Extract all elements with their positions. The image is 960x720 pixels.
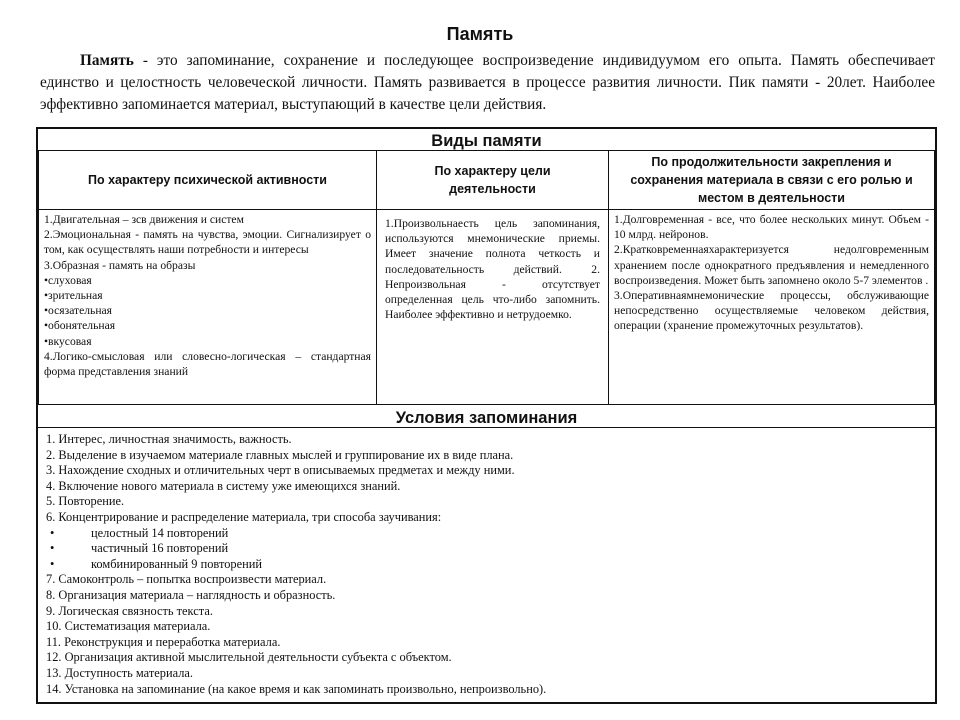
list-item: 5. Повторение. bbox=[46, 494, 125, 509]
list-item: 2. Выделение в изучаемом материале главных мыслей и группирование их в виде плана. bbox=[46, 447, 514, 462]
list-item: 3. Нахождение сходных и отличительных черт в описываемых предметах и между ними. bbox=[46, 463, 515, 478]
list-item: 1.Долговременная - все, что более нескольких минут. Объем - 10 млрд. нейронов. bbox=[614, 213, 929, 242]
list-item: 11. Реконструкция и переработка материала. bbox=[46, 634, 281, 649]
list-item: •слуховая bbox=[44, 273, 92, 287]
list-item: 13. Доступность материала. bbox=[46, 665, 193, 680]
list-item: •зрительная bbox=[44, 289, 103, 303]
list-item: 1. Интерес, личностная значимость, важность. bbox=[46, 432, 292, 446]
list-item: 4. Включение нового материала в систему уже имеющихся знаний. bbox=[46, 478, 401, 493]
list-item: 12. Организация активной мыслительной деятельности субъекта с объектом. bbox=[46, 650, 452, 665]
list-item: • целостный 14 повторений bbox=[46, 526, 927, 542]
conditions-list bbox=[38, 427, 935, 702]
list-item: 1.Двигательная – зсв движения и систем bbox=[44, 213, 244, 226]
list-item: 1.Произвольнаесть цель запоминания, используются мнемонические приемы. Имеет значение полнота четкость и последовательность действий. 2. Непроизвольная - отсутствует определенная цель что-либо запомнить. Наиболее эффективно и нетрудоемко. bbox=[385, 217, 600, 322]
page-title: Память bbox=[446, 24, 514, 44]
list-item: 9. Логическая связность текста. bbox=[46, 603, 213, 618]
conditions-header: Условия запоминания bbox=[395, 409, 578, 427]
list-item: • комбинированный 9 повторений bbox=[46, 557, 927, 573]
types-header: Виды памяти bbox=[431, 132, 542, 150]
col1-body bbox=[38, 209, 377, 405]
list-item: 3.Оперативнаямнемонические процессы, обслуживающие непосредственно осуществляемые человеком действия, операции (хранение промежуточных результатов). bbox=[614, 289, 929, 333]
list-item: 10. Систематизация материала. bbox=[46, 619, 211, 634]
intro-term: Память bbox=[80, 52, 134, 69]
list-item: • частичный 16 повторений bbox=[46, 541, 927, 557]
col2-heading: По характеру цели деятельности bbox=[376, 150, 609, 210]
list-item: 3.Образная - память на образы bbox=[44, 258, 196, 272]
list-item: 7. Самоконтроль – попытка воспроизвести материал. bbox=[46, 572, 327, 587]
col2-body bbox=[376, 209, 609, 405]
col1-heading: По характеру психической активности bbox=[38, 150, 377, 210]
list-item: 4.Логико-смысловая или словесно-логическая – стандартная форма представления знаний bbox=[44, 349, 371, 379]
memory-table bbox=[36, 127, 937, 704]
list-item: 6. Концентрирование и распределение материала, три способа заучивания: bbox=[46, 509, 442, 524]
list-item: 2.Кратковременнаяхарактеризуется недолговременным хранением после однократного предъявления и немедленного воспроизведения. Может быть запомнено около 5-7 элементов . bbox=[614, 243, 929, 287]
list-item: 2.Эмоциональная - память на чувства, эмоции. Сигнализирует о том, как осуществлять наши потребности и интересы bbox=[44, 228, 371, 257]
list-item: •обонятельная bbox=[44, 319, 116, 333]
list-item: 8. Организация материала – наглядность и образность. bbox=[46, 587, 336, 602]
col3-heading: По продолжительности закрепления и сохранения материала в связи с его ролью и местом в деятельности bbox=[608, 150, 935, 210]
list-item: 14. Установка на запоминание (на какое время и как запоминать произвольно, непроизвольно). bbox=[46, 681, 547, 696]
col3-body bbox=[608, 209, 935, 405]
list-item: •вкусовая bbox=[44, 334, 92, 348]
intro-text: - это запоминание, сохранение и последующее воспроизведение индивидуумом его опыта. Память обеспечивает единство и целостность человеческой личности. Память развивается в процессе развития личности. Пик памяти - 20лет. Наиболее эффективно запоминается материал, выступающий в качестве цели действия. bbox=[40, 52, 935, 113]
list-item: •осязательная bbox=[44, 304, 113, 318]
intro-paragraph bbox=[40, 50, 935, 116]
